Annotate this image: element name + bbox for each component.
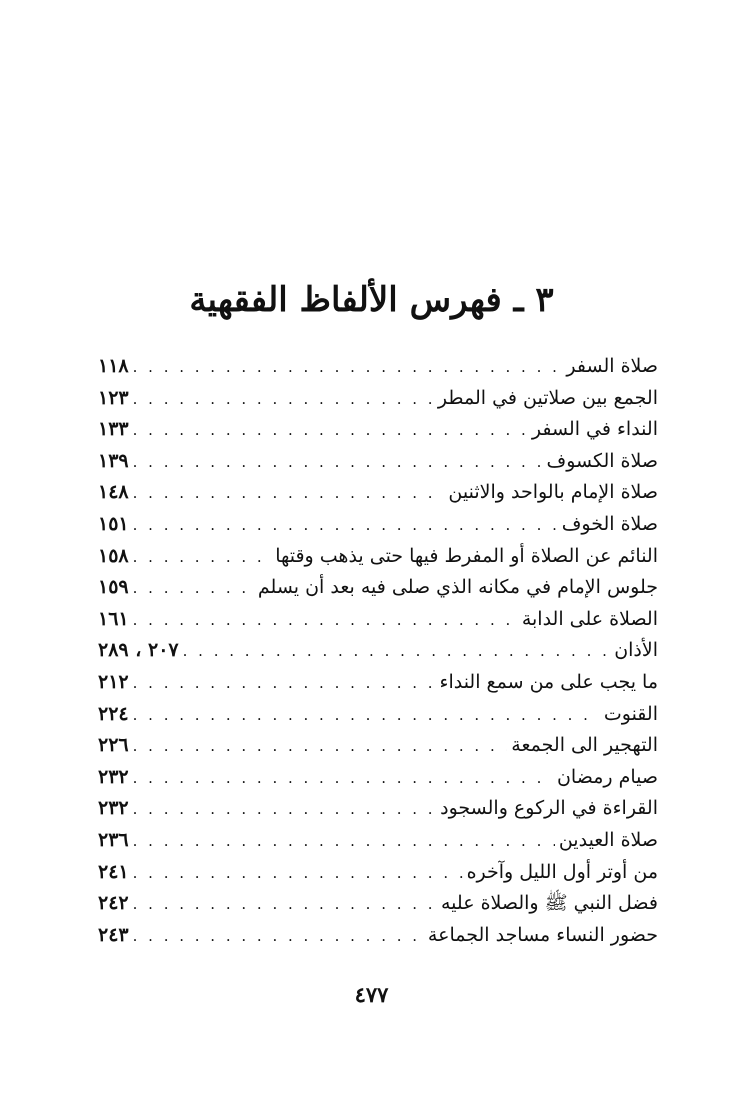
- index-entry: [98, 477, 658, 509]
- index-entry: [98, 920, 658, 952]
- dot-leader: [133, 826, 555, 858]
- entry-pages: ١٢٣: [98, 386, 129, 409]
- entry-pages: ٢١٢: [98, 670, 129, 693]
- index-entry: [98, 446, 658, 478]
- index-entry: [98, 541, 658, 573]
- entry-pages: ١٣٣: [98, 418, 129, 441]
- entry-term: الأذان: [614, 639, 658, 662]
- index-entry: [98, 825, 658, 857]
- entry-term: صلاة الكسوف: [546, 449, 658, 472]
- index-list: [98, 351, 658, 951]
- entry-term: الصلاة على الدابة: [521, 607, 658, 630]
- entry-term: جلوس الإمام في مكانه الذي صلى فيه بعد أن يسلم: [257, 576, 658, 599]
- entry-pages: ١٦١: [98, 607, 129, 630]
- entry-pages: ٢٤١: [98, 860, 129, 883]
- entry-term: التهجير الى الجمعة: [511, 734, 658, 757]
- entry-term: صلاة العيدين: [558, 828, 658, 851]
- index-entry: [98, 762, 658, 794]
- entry-term: صيام رمضان: [556, 765, 658, 788]
- dot-leader: [133, 542, 272, 574]
- entry-pages: ١٥٨: [98, 544, 129, 567]
- entry-term: صلاة الإمام بالواحد والاثنين: [448, 481, 658, 504]
- entry-pages: ٢٣٢: [98, 765, 129, 788]
- index-entry: [98, 793, 658, 825]
- dot-leader: [133, 668, 436, 700]
- page-number: ٤٧٧: [354, 982, 389, 1007]
- dot-leader: [133, 889, 437, 921]
- entry-pages: ١٥١: [98, 512, 129, 535]
- entry-term: النداء في السفر: [531, 418, 658, 441]
- index-entry: [98, 635, 658, 667]
- entry-term: صلاة السفر: [566, 355, 658, 377]
- index-entry: [98, 699, 658, 731]
- dot-leader: [133, 447, 543, 479]
- entry-pages: ٢٤٣: [98, 923, 129, 946]
- entry-term: فضل النبي ﷺ والصلاة عليه: [441, 892, 658, 915]
- dot-leader: [133, 478, 445, 510]
- index-entry: [98, 667, 658, 699]
- entry-term: ما يجب على من سمع النداء: [439, 670, 658, 693]
- index-entry: [98, 857, 658, 889]
- index-entry: [98, 383, 658, 415]
- entry-pages: ٢٢٦: [98, 734, 129, 757]
- entry-pages: ١١٨: [98, 355, 129, 377]
- entry-term: الجمع بين صلاتين في المطر: [437, 386, 658, 409]
- entry-pages: ٢٣٦: [98, 828, 129, 851]
- entry-pages: ٢٢٤: [98, 702, 129, 725]
- entry-pages: ٢٠٧ ، ٢٨٩: [98, 639, 179, 662]
- dot-leader: [133, 858, 463, 890]
- entry-pages: ١٥٩: [98, 576, 129, 599]
- dot-leader: [133, 384, 434, 416]
- dot-leader: [133, 794, 437, 826]
- index-entry: [98, 730, 658, 762]
- dot-leader: [133, 510, 558, 542]
- entry-pages: ١٣٩: [98, 449, 129, 472]
- index-entry: [98, 572, 658, 604]
- entry-pages: ١٤٨: [98, 481, 129, 504]
- entry-pages: ٢٣٢: [98, 797, 129, 820]
- dot-leader: [133, 700, 600, 732]
- dot-leader: [133, 605, 518, 637]
- index-title: ٣ ـ فهرس الألفاظ الفقهية: [189, 280, 554, 320]
- entry-term: صلاة الخوف: [561, 512, 658, 535]
- entry-term: القراءة في الركوع والسجود: [440, 797, 658, 820]
- index-entry: [98, 888, 658, 920]
- dot-leader: [133, 731, 508, 763]
- dot-leader: [133, 415, 528, 447]
- entry-term: النائم عن الصلاة أو المفرط فيها حتى يذهب وقتها: [275, 544, 658, 567]
- entry-term: من أوتر أول الليل وآخره: [466, 860, 658, 883]
- dot-leader: [183, 636, 611, 668]
- entry-pages: ٢٤٢: [98, 892, 129, 915]
- dot-leader: [133, 763, 553, 795]
- index-entry: [98, 414, 658, 446]
- index-entry: [98, 351, 658, 383]
- dot-leader: [133, 352, 563, 384]
- index-entry: [98, 509, 658, 541]
- dot-leader: [133, 921, 424, 953]
- entry-term: حضور النساء مساجد الجماعة: [427, 923, 658, 946]
- entry-term: القنوت: [603, 702, 658, 725]
- index-entry: [98, 604, 658, 636]
- dot-leader: [133, 573, 254, 605]
